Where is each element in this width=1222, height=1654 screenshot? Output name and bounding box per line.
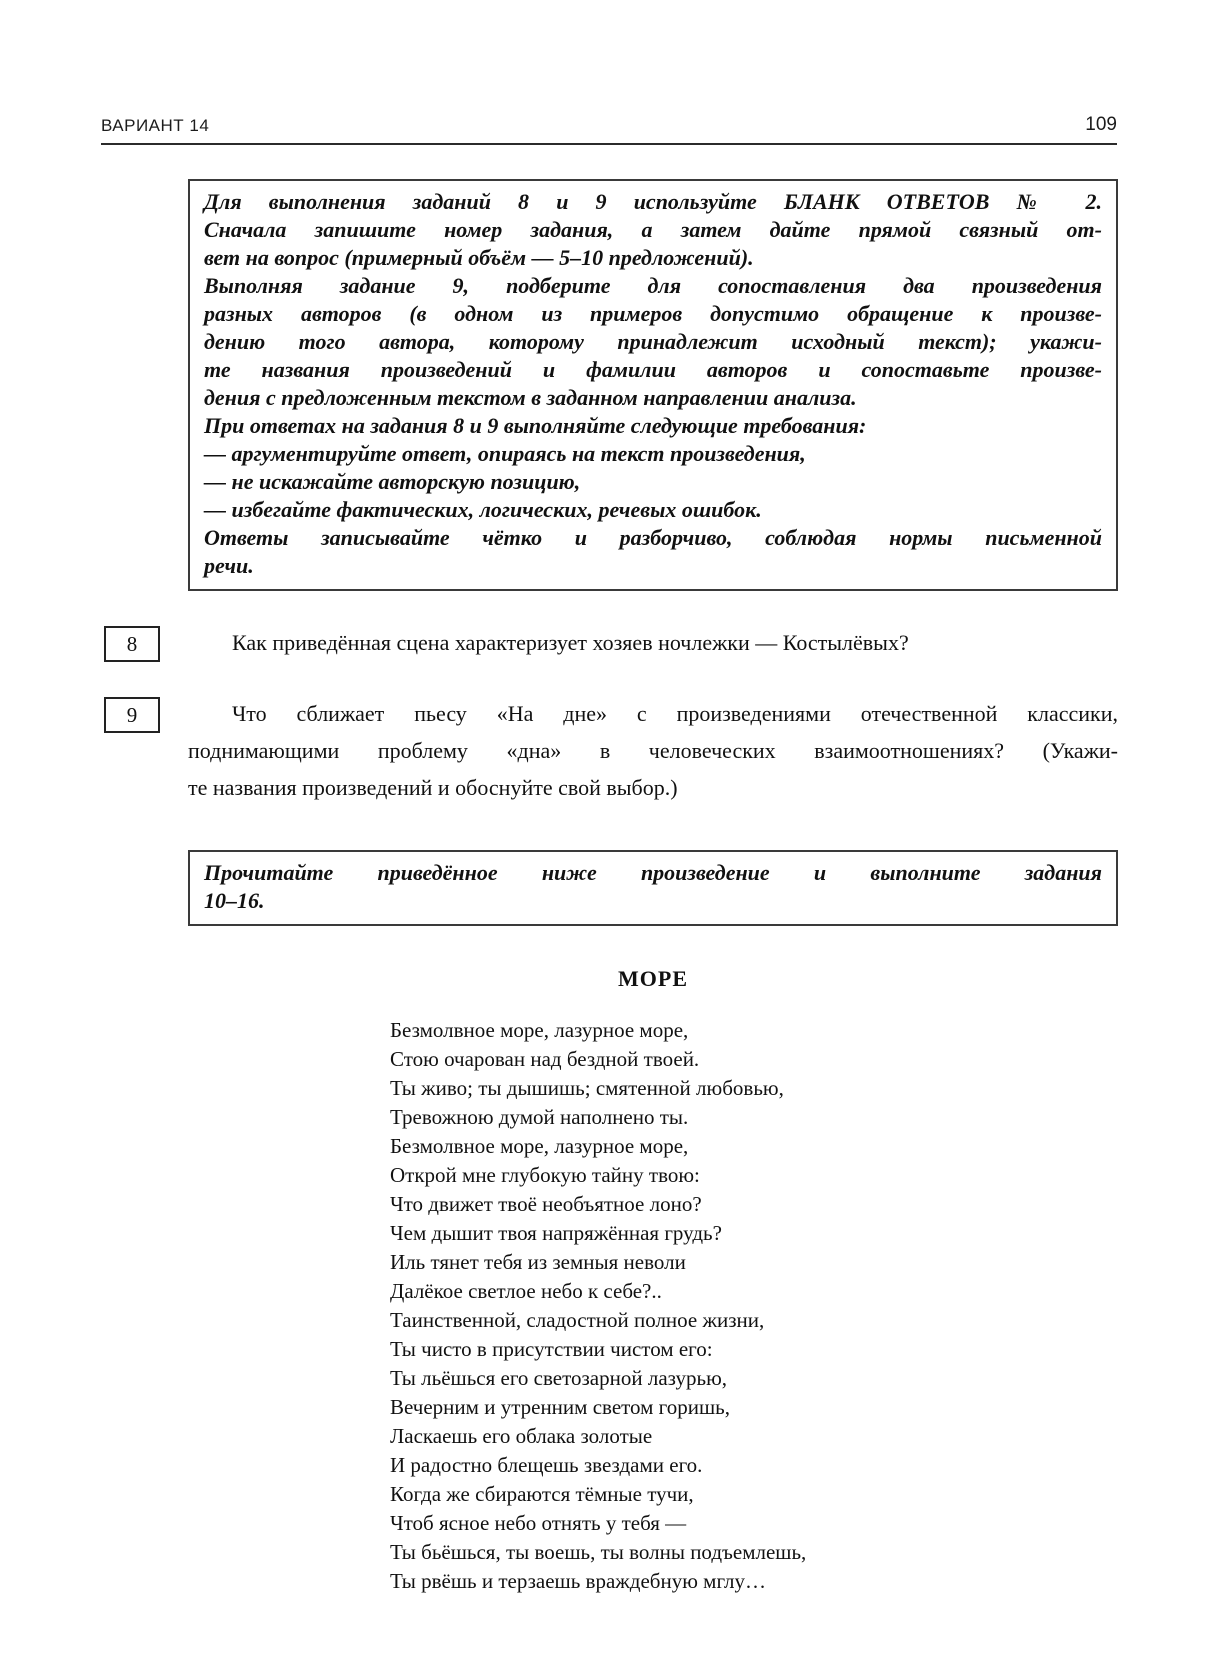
poem-line: Ты рвёшь и терзаешь враждебную мглу… [390,1569,766,1593]
poem-line: Ты бьёшься, ты воешь, ты волны подъемлешь, [390,1540,807,1564]
poem-line: Таинственной, сладостной полное жизни, [390,1308,765,1332]
instruction-line: дения с предложенным текстом в заданном направлении анализа. [204,385,857,410]
poem-line: Чем дышит твоя напряжённая грудь? [390,1221,722,1245]
task-row-8 [104,624,1118,662]
instruction-line: вет на вопрос (примерный объём — 5–10 предложений). [204,245,754,270]
instruction-line: Ответы записывайте чётко и разборчиво, соблюдая нормы письменной [204,525,1102,550]
instruction-line: Для выполнения заданий 8 и 9 используйте БЛАНК ОТВЕТОВ № 2. [204,189,1102,214]
poem-line: Иль тянет тебя из земныя неволи [390,1250,686,1274]
poem-title: МОРЕ [618,966,688,991]
task-text-line: поднимающими проблему «дна» в человеческих взаимоотношениях? (Укажи- [188,738,1118,763]
instruction-line: Прочитайте приведённое ниже произведение и выполните задания [204,860,1102,885]
instruction-line: Выполняя задание 9, подберите для сопоставления два произведения [204,273,1102,298]
task-9-text [188,695,1118,806]
instruction-line: разных авторов (в одном из примеров допустимо обращение к произве- [204,301,1102,326]
poem-line: Что движет твоё необъятное лоно? [390,1192,702,1216]
instruction-line: речи. [204,553,254,578]
task-row-9 [104,695,1118,806]
instruction-line: — избегайте фактических, логических, речевых ошибок. [204,497,762,522]
instruction-line: При ответах на задания 8 и 9 выполняйте следующие требования: [204,413,867,438]
instruction-line: — не искажайте авторскую позицию, [204,469,581,494]
task-number-box-8 [104,626,160,662]
page-number: 109 [1085,114,1117,135]
poem-line: Стою очарован над бездной твоей. [390,1047,700,1071]
poem-line: Вечерним и утренним светом горишь, [390,1395,730,1419]
poem-line: Ты льёшься его светозарной лазурью, [390,1366,728,1390]
poem [390,1016,1222,1596]
poem-line: Ты живо; ты дышишь; смятенной любовью, [390,1076,784,1100]
task-text-line: Как приведённая сцена характеризует хозяев ночлежки — Костылёвых? [232,630,909,655]
task-8-text [188,624,1118,661]
instructions-box-reading [188,850,1118,926]
poem-line: Безмолвное море, лазурное море, [390,1134,689,1158]
task-number-box-9 [104,697,160,733]
page-header [101,0,1117,136]
poem-line: Безмолвное море, лазурное море, [390,1018,689,1042]
instruction-line: дению того автора, которому принадлежит исходный текст); укажи- [204,329,1102,354]
poem-line: Когда же сбираются тёмные тучи, [390,1482,694,1506]
poem-line: Ты чисто в присутствии чистом его: [390,1337,713,1361]
header-rule [101,143,1117,145]
poem-line: И радостно блещешь звездами его. [390,1453,703,1477]
poem-line: Чтоб ясное небо отнять у тебя — [390,1511,687,1535]
instruction-line: 10–16. [204,888,265,913]
instruction-line: те названия произведений и фамилии авторов и сопоставьте произве- [204,357,1102,382]
task-number: 9 [126,702,138,727]
task-text-line: Что сближает пьесу «На дне» с произведениями отечественной классики, [232,701,1118,726]
poem-line: Открой мне глубокую тайну твою: [390,1163,700,1187]
task-text-line: те названия произведений и обоснуйте свой выбор.) [188,775,678,800]
variant-label: ВАРИАНТ 14 [101,116,210,135]
instructions-box-tasks-8-9 [188,179,1118,591]
poem-line: Ласкаешь его облака золотые [390,1424,653,1448]
poem-line: Далёкое светлое небо к себе?.. [390,1279,662,1303]
instruction-line: — аргументируйте ответ, опираясь на текст произведения, [204,441,806,466]
task-number: 8 [126,631,138,656]
poem-line: Тревожною думой наполнено ты. [390,1105,689,1129]
instruction-line: Сначала запишите номер задания, а затем дайте прямой связный от- [204,217,1102,242]
